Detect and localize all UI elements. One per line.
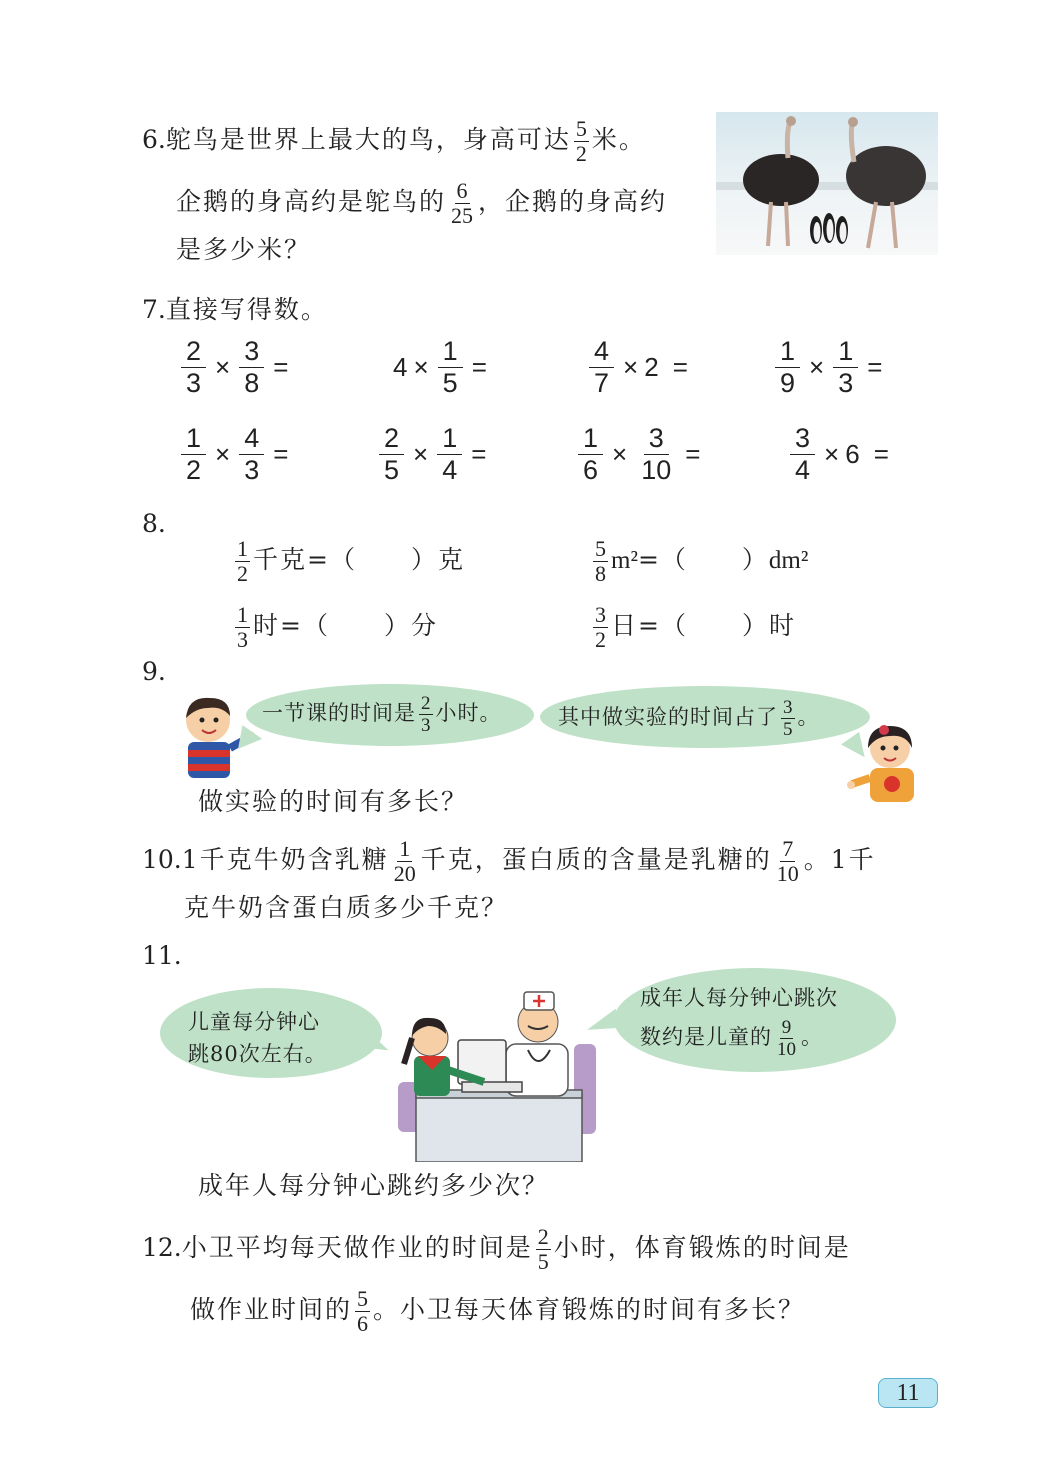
- denominator: 2: [237, 561, 248, 586]
- numerator: 3: [783, 697, 793, 718]
- numerator: 2: [181, 338, 206, 368]
- equals: =: [273, 352, 289, 382]
- unit: 日: [611, 611, 639, 640]
- q6-line-3: 是多少米？: [176, 235, 312, 264]
- numerator: 6: [456, 178, 468, 203]
- denominator: 10: [777, 1039, 796, 1060]
- numerator: 4: [589, 338, 614, 368]
- fraction: [419, 694, 433, 735]
- integer: 2: [644, 352, 659, 382]
- denominator: 7: [594, 368, 610, 398]
- bubble-text: 一节课的时间是: [262, 701, 416, 725]
- numerator: 4: [239, 425, 264, 455]
- denominator: 8: [595, 561, 606, 586]
- operator: ×: [612, 439, 628, 469]
- bubble-right-line-1: 成年人每分钟心跳次: [640, 986, 838, 1010]
- numerator: 5: [357, 1286, 369, 1311]
- fraction: [536, 1226, 551, 1273]
- denominator: 3: [838, 368, 854, 398]
- calc-item: [575, 425, 706, 484]
- ostrich-penguin-photo: [716, 112, 938, 255]
- numerator: 3: [790, 425, 815, 455]
- numerator: 1: [237, 602, 248, 627]
- operator: ×: [623, 352, 639, 382]
- fraction: [239, 338, 264, 397]
- equals: =: [273, 439, 289, 469]
- fraction: [775, 338, 800, 397]
- equals: =: [867, 352, 883, 382]
- denominator: 10: [641, 455, 672, 485]
- numerator: 3: [595, 602, 606, 627]
- fraction: [239, 425, 264, 484]
- fraction: [235, 604, 250, 651]
- operator: ×: [413, 352, 429, 382]
- denominator: 2: [575, 141, 587, 166]
- calc-item: [586, 338, 694, 397]
- q10-text-b: 千克，蛋白质的含量是乳糖的: [420, 845, 772, 874]
- integer: 6: [845, 439, 860, 469]
- q12-text-d: 。小卫每天体育锻炼的时间有多长？: [373, 1295, 806, 1324]
- bubble-text-end: 小时。: [435, 701, 502, 725]
- denominator: 5: [783, 719, 793, 740]
- bubble-text: 数约是儿童的: [640, 1025, 772, 1049]
- equals: =: [471, 439, 487, 469]
- denominator: 25: [451, 203, 474, 228]
- denominator: 5: [537, 1249, 549, 1274]
- calc-item: [393, 338, 493, 397]
- numerator: 1: [437, 425, 462, 455]
- unit: 时: [253, 611, 281, 640]
- denominator: 4: [795, 455, 811, 485]
- q8-number: 8.: [142, 509, 166, 538]
- denominator: 2: [595, 627, 606, 652]
- target-unit: 分: [410, 611, 438, 640]
- denominator: 3: [244, 455, 260, 485]
- bubble-text: 其中做实验的时间占了: [558, 705, 778, 729]
- numerator: 5: [575, 116, 587, 141]
- q10-line-1: [142, 838, 876, 885]
- calc-item: [787, 425, 895, 484]
- q10-text-a: 1千克牛奶含乳糖: [181, 845, 389, 874]
- bubble-right-text: [558, 698, 820, 739]
- q12-text-a: 小卫平均每天做作业的时间是: [181, 1233, 533, 1262]
- bubble-text-end: 。: [801, 1025, 823, 1049]
- fraction: [781, 698, 795, 739]
- numerator: 9: [781, 1017, 792, 1038]
- fraction: [593, 604, 608, 651]
- q6-text-2-end: ，企鹅的身高约: [478, 187, 668, 216]
- denominator: 5: [384, 455, 400, 485]
- q6-text-1-end: 米。: [591, 125, 646, 154]
- unit: m²: [611, 547, 638, 574]
- q10-text-c: 。1千: [803, 845, 876, 874]
- bubble-left-line-2: 跳80次左右。: [188, 1042, 327, 1066]
- integer: 4: [393, 352, 408, 382]
- calc-item: [376, 425, 492, 484]
- q12-line-2: [190, 1288, 805, 1335]
- numerator: 1: [578, 425, 603, 455]
- numerator: 1: [775, 338, 800, 368]
- bubble-text-end: 。: [797, 705, 820, 729]
- equals: =: [685, 439, 701, 469]
- denominator: 4: [442, 455, 458, 485]
- fraction: [593, 538, 608, 585]
- numerator: 2: [421, 693, 431, 714]
- numerator: 2: [379, 425, 404, 455]
- q12-text-b: 小时，体育锻炼的时间是: [553, 1233, 851, 1262]
- fraction: [181, 338, 206, 397]
- q10-line-2: 克牛奶含蛋白质多少千克？: [184, 893, 509, 922]
- unit: 千克: [253, 545, 308, 574]
- answer-blank[interactable]: =（ ）: [638, 611, 769, 640]
- numerator: 2: [537, 1224, 549, 1249]
- denominator: 5: [442, 368, 458, 398]
- denominator: 8: [244, 368, 260, 398]
- answer-blank[interactable]: =（ ）: [280, 611, 411, 640]
- q6-line-2: [176, 180, 667, 227]
- target-unit: dm²: [768, 547, 809, 574]
- numerator: 3: [644, 425, 669, 455]
- fraction: [589, 338, 614, 397]
- denominator: 6: [583, 455, 599, 485]
- q7-heading: [142, 290, 328, 330]
- fraction: [578, 425, 603, 484]
- numerator: 1: [399, 836, 411, 861]
- equals: =: [672, 352, 688, 382]
- fraction: [235, 538, 250, 585]
- fraction: [392, 838, 418, 885]
- answer-blank[interactable]: =（ ）: [637, 545, 769, 574]
- conversion-item: [232, 604, 438, 651]
- denominator: 9: [780, 368, 796, 398]
- fraction: [790, 425, 815, 484]
- bubble-right-line-2: [640, 1018, 823, 1059]
- target-unit: 时: [768, 611, 796, 640]
- numerator: 7: [782, 836, 794, 861]
- operator: ×: [824, 439, 840, 469]
- fraction: [574, 118, 589, 165]
- girl-illustration: [846, 718, 922, 804]
- q12-number: 12.: [142, 1233, 182, 1262]
- q12-text-c: 做作业时间的: [190, 1295, 353, 1324]
- operator: ×: [809, 352, 825, 382]
- page-number: 11: [878, 1378, 938, 1408]
- equals: =: [471, 352, 487, 382]
- q9-number: 9.: [142, 657, 166, 686]
- answer-blank[interactable]: =（ ）: [307, 545, 438, 574]
- numerator: 3: [239, 338, 264, 368]
- equals: =: [873, 439, 889, 469]
- denominator: 2: [186, 455, 202, 485]
- q12-line-1: [142, 1226, 851, 1273]
- bubble-left-line-1: 儿童每分钟心: [188, 1010, 320, 1034]
- calc-item: [178, 338, 294, 397]
- conversion-item: [590, 538, 808, 585]
- q6-text-2: 企鹅的身高约是鸵鸟的: [176, 187, 447, 216]
- fraction: [355, 1288, 370, 1335]
- q7-number: 7.: [142, 295, 166, 324]
- numerator: 1: [237, 536, 248, 561]
- operator: ×: [215, 439, 231, 469]
- fraction: [379, 425, 404, 484]
- q10-number: 10.: [142, 845, 182, 874]
- fraction: [181, 425, 206, 484]
- q6-text-1: 鸵鸟是世界上最大的鸟，身高可达: [165, 125, 571, 154]
- q6-number: 6.: [142, 125, 166, 154]
- calc-item: [772, 338, 888, 397]
- fraction: [437, 425, 462, 484]
- numerator: 1: [833, 338, 858, 368]
- denominator: 3: [237, 627, 248, 652]
- denominator: 3: [186, 368, 202, 398]
- fraction: [775, 838, 801, 885]
- target-unit: 克: [437, 545, 465, 574]
- bubble-left-text: [262, 694, 502, 735]
- numerator: 1: [438, 338, 463, 368]
- fraction: [775, 1018, 798, 1059]
- numerator: 1: [181, 425, 206, 455]
- q7-title: 直接写得数。: [165, 295, 328, 324]
- q9-question: 做实验的时间有多长？: [198, 787, 469, 816]
- calc-item: [178, 425, 294, 484]
- q11-number: 11.: [142, 941, 182, 970]
- denominator: 20: [393, 861, 416, 886]
- conversion-item: [232, 538, 465, 585]
- conversion-item: [590, 604, 796, 651]
- doctor-checkup-illustration: [388, 986, 608, 1162]
- numerator: 5: [595, 536, 606, 561]
- q11-question: 成年人每分钟心跳约多少次？: [198, 1171, 550, 1200]
- fraction: [636, 425, 676, 484]
- operator: ×: [413, 439, 429, 469]
- q6-line-1: [142, 118, 646, 165]
- fraction: [449, 180, 475, 227]
- fraction: [438, 338, 463, 397]
- operator: ×: [215, 352, 231, 382]
- fraction: [833, 338, 858, 397]
- denominator: 3: [421, 715, 431, 736]
- denominator: 10: [776, 861, 799, 886]
- denominator: 6: [357, 1311, 369, 1336]
